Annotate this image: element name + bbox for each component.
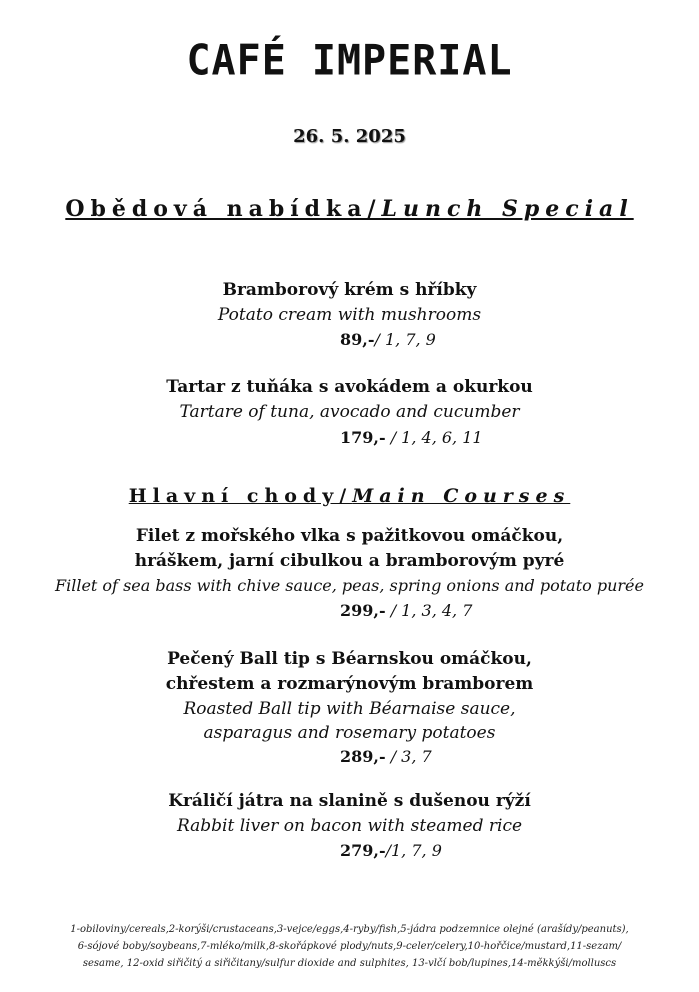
lunch-special-heading <box>0 196 699 222</box>
dish-price <box>340 841 442 860</box>
dish-price <box>340 601 472 620</box>
allergen-legend-line: sesame, 12-oxid siřičitý a siřičitany/sulfur dioxide and sulphites, 13-vlčí bob/lupines,14-měkkýši/molluscs <box>82 958 617 969</box>
menu-date: 26. 5. 2025 <box>293 126 406 147</box>
dish-name-en-line2: asparagus and rosemary potatoes <box>203 723 496 743</box>
main-heading-cz: Hlavní chody/ <box>128 485 353 507</box>
dish-name-en: Roasted Ball tip with Béarnaise sauce, <box>183 699 516 719</box>
dish-name-en: Fillet of sea bass with chive sauce, peas, spring onions and potato purée <box>54 576 644 595</box>
dish-name-en: Tartare of tuna, avocado and cucumber <box>179 402 520 422</box>
lunch-heading-en: Lunch Special <box>381 196 634 222</box>
cafe-imperial-logo: CAFÉ IMPERIAL <box>186 36 513 86</box>
main-heading-en: Main Courses <box>352 485 571 507</box>
allergen-codes: / 1, 3, 4, 7 <box>385 601 473 620</box>
price-value: 299,- <box>340 601 386 620</box>
dish-name-cz: Bramborový krém s hříbky <box>222 280 477 300</box>
allergen-codes: /1, 7, 9 <box>385 841 442 860</box>
dish-name-cz: Pečený Ball tip s Béarnskou omáčkou, <box>167 649 532 669</box>
dish-price <box>340 747 432 766</box>
main-courses-heading <box>0 485 699 507</box>
dish-name-cz-line2: chřestem a rozmarýnovým bramborem <box>165 674 534 694</box>
dish-name-en: Potato cream with mushrooms <box>217 305 482 325</box>
allergen-legend <box>0 921 699 972</box>
price-value: 89,- <box>340 330 375 349</box>
lunch-heading-cz: Obědová nabídka/ <box>65 196 382 222</box>
dish-name-cz: Tartar z tuňáka s avokádem a okurkou <box>166 377 533 397</box>
dish-name-en: Rabbit liver on bacon with steamed rice <box>176 816 523 836</box>
dish-price <box>340 330 436 349</box>
allergen-codes: / 3, 7 <box>385 747 432 766</box>
price-value: 279,- <box>340 841 386 860</box>
price-value: 179,- <box>340 428 386 447</box>
price-value: 289,- <box>340 747 386 766</box>
dish-name-cz-line2: hráškem, jarní cibulkou a bramborovým pyré <box>134 551 565 571</box>
allergen-codes: / 1, 4, 6, 11 <box>385 428 483 447</box>
dish-price <box>340 428 483 447</box>
allergen-legend-line: 1-obiloviny/cereals,2-korýši/crustaceans,3-vejce/eggs,4-ryby/fish,5-jádra podzemnice olejné (arašídy/peanuts), <box>70 924 629 935</box>
allergen-legend-line: 6-sójové boby/soybeans,7-mléko/milk,8-skořápkové plody/nuts,9-celer/celery,10-hořčice/mustard,11-sezam/ <box>77 941 622 952</box>
dish-name-cz: Králičí játra na slanině s dušenou rýží <box>168 791 531 811</box>
dish-name-cz: Filet z mořského vlka s pažitkovou omáčkou, <box>135 526 564 546</box>
allergen-codes: / 1, 7, 9 <box>374 330 436 349</box>
